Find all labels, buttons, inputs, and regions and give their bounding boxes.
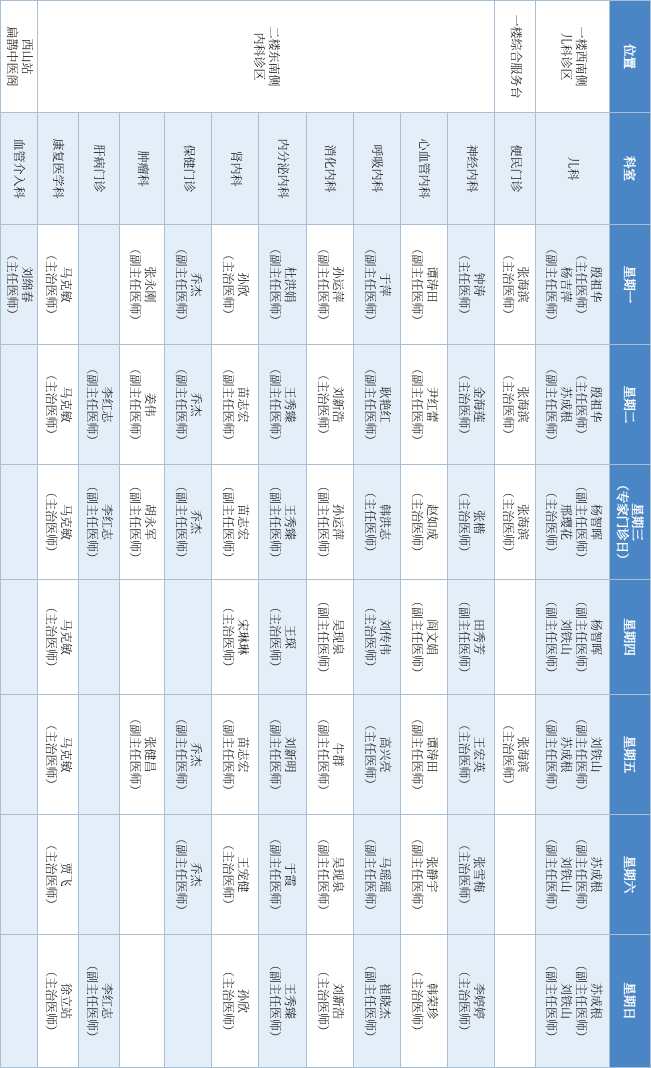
doctor-cell-monday: 殷祖华 （主任医师） 杨吉萍 （副主任医师） [536,225,610,345]
doctor-cell-friday: 牛群 （副主任医师） [306,695,353,815]
department-cell: 肝病门诊 [78,113,119,225]
header-saturday: 星期六 [610,815,651,935]
doctor-cell-saturday: 张雪梅 （主治医师） [448,815,495,935]
doctor-cell-sunday [165,935,212,1068]
table-row [165,1,212,1068]
doctor-cell-thursday [495,580,536,695]
doctor-cell-thursday: 杨智晖 （副主任医师） 刘铁山 （副主任医师） [536,580,610,695]
doctor-cell-wednesday: 杨智晖 （副主任医师） 邢璎花 （主治医师） [536,465,610,580]
doctor-cell-sunday: 徐立站 （主治医师） [37,935,78,1068]
department-cell: 儿科 [536,113,610,225]
table-row [448,1,495,1068]
department-cell: 内分泌内科 [259,113,306,225]
doctor-cell-thursday: 吴现泉 （副主任医师） [306,580,353,695]
doctor-cell-tuesday [1,345,38,465]
header-sunday: 星期日 [610,935,651,1068]
header-department: 科室 [610,113,651,225]
doctor-cell-thursday: 田秀芳 （副主任医师） [448,580,495,695]
doctor-cell-friday: 刘铁山 （副主任医师） 苏成根 （副主任医师） [536,695,610,815]
doctor-cell-thursday [165,580,212,695]
doctor-cell-sunday: 苏成根 （副主任医师） 刘铁山 （副主任医师） [536,935,610,1068]
doctor-cell-sunday: 王秀臻 （副主任医师） [259,935,306,1068]
schedule-body [1,1,610,1068]
doctor-cell-saturday: 贾飞 （主治医师） [37,815,78,935]
header-row [610,1,651,1068]
header-thursday: 星期四 [610,580,651,695]
doctor-cell-saturday: 吴现泉 （副主任医师） [306,815,353,935]
doctor-cell-thursday: 王琛 （主治医师） [259,580,306,695]
doctor-cell-sunday [495,935,536,1068]
table-row [495,1,536,1068]
doctor-cell-wednesday: 乔杰 （副主任医师） [165,465,212,580]
doctor-cell-thursday [78,580,119,695]
doctor-cell-monday: 乔杰 （副主任医师） [165,225,212,345]
department-cell: 消化内科 [306,113,353,225]
doctor-cell-monday: 孙运萍 （副主任医师） [306,225,353,345]
doctor-cell-friday [1,695,38,815]
doctor-cell-wednesday: 胡永军 （副主任医师） [119,465,164,580]
doctor-cell-monday: 张海滨 （主治医师） [495,225,536,345]
doctor-cell-monday: 杜洪娟 （副主任医师） [259,225,306,345]
doctor-cell-sunday: 李红志 （副主任医师） [78,935,119,1068]
doctor-cell-monday: 谭涛田 （副主任医师） [400,225,447,345]
header-wednesday: 星期三 （专家门诊日） [610,465,651,580]
location-cell: 二楼东南侧 内科诊区 [37,1,494,113]
doctor-cell-saturday: 马瑶瑶 （副主任医师） [353,815,400,935]
doctor-cell-saturday [495,815,536,935]
doctor-cell-thursday: 阎文娟 （副主任医师） [400,580,447,695]
doctor-cell-saturday [1,815,38,935]
header-monday: 星期一 [610,225,651,345]
doctor-cell-tuesday: 乔杰 （副主任医师） [165,345,212,465]
table-row [536,1,610,1068]
doctor-cell-wednesday [1,465,38,580]
doctor-cell-tuesday: 尹红蕾 （副主任医师） [400,345,447,465]
doctor-cell-saturday: 苏成根 （副主任医师） 刘铁山 （副主任医师） [536,815,610,935]
doctor-cell-tuesday: 姜伟 （副主任医师） [119,345,164,465]
department-cell: 呼吸内科 [353,113,400,225]
table-row [1,1,38,1068]
doctor-cell-sunday: 李婷婷 （主治医师） [448,935,495,1068]
doctor-cell-thursday: 刘传伟 （主治医师） [353,580,400,695]
doctor-cell-thursday [1,580,38,695]
location-cell: 一楼西南侧 儿科诊区 [536,1,610,113]
doctor-cell-sunday [1,935,38,1068]
doctor-cell-tuesday: 刘新浩 （主治医师） [306,345,353,465]
doctor-cell-friday: 苗志宏 （副主任医师） [212,695,259,815]
doctor-cell-wednesday: 赵如成 （主治医师） [400,465,447,580]
doctor-cell-saturday: 乔杰 （副主任医师） [165,815,212,935]
doctor-cell-sunday: 崔晓杰 （副主任医师） [353,935,400,1068]
table-row [212,1,259,1068]
doctor-cell-tuesday: 耿艳红 （副主任医师） [353,345,400,465]
doctor-cell-friday: 乔杰 （副主任医师） [165,695,212,815]
department-cell: 康复医学科 [37,113,78,225]
doctor-cell-thursday [119,580,164,695]
doctor-cell-wednesday: 孙运萍 （副主任医师） [306,465,353,580]
location-cell: 西山站 扁鹊中医阁 [1,1,38,113]
doctor-cell-monday [78,225,119,345]
doctor-cell-tuesday: 金海莲 （主治医师） [448,345,495,465]
doctor-cell-saturday [78,815,119,935]
doctor-cell-saturday: 王宠健 （主治医师） [212,815,259,935]
doctor-cell-monday: 张永刚 （副主任医师） [119,225,164,345]
doctor-cell-saturday: 于霞 （副主任医师） [259,815,306,935]
doctor-cell-wednesday: 张楷 （主治医师） [448,465,495,580]
doctor-cell-sunday: 刘新浩 （主治医师） [306,935,353,1068]
location-cell: 一楼综合服务台 [495,1,536,113]
table-row [306,1,353,1068]
doctor-cell-wednesday: 张海滨 （主治医师） [495,465,536,580]
doctor-cell-sunday [119,935,164,1068]
doctor-cell-monday: 刘绵春 （主任医师） [1,225,38,345]
doctor-cell-wednesday: 王秀臻 （副主任医师） [259,465,306,580]
department-cell: 便民门诊 [495,113,536,225]
doctor-cell-tuesday: 苗志宏 （副主任医师） [212,345,259,465]
doctor-cell-friday: 高兴亮 （主任医师） [353,695,400,815]
doctor-cell-thursday: 宋琳琳 （主治医师） [212,580,259,695]
doctor-cell-friday: 马克敏 （主治医师） [37,695,78,815]
header-tuesday: 星期二 [610,345,651,465]
table-row [259,1,306,1068]
doctor-cell-saturday: 张静宇 （副主任医师） [400,815,447,935]
department-cell: 神经内科 [448,113,495,225]
doctor-cell-wednesday: 李红志 （副主任医师） [78,465,119,580]
department-cell: 肾内科 [212,113,259,225]
doctor-cell-sunday: 韩荣珍 （主治医师） [400,935,447,1068]
doctor-cell-tuesday: 殷祖华 （主任医师） 苏成根 （副主任医师） [536,345,610,465]
doctor-cell-saturday [119,815,164,935]
department-cell: 保健门诊 [165,113,212,225]
department-cell: 血管介入科 [1,113,38,225]
doctor-cell-sunday: 孙欣 （主治医师） [212,935,259,1068]
doctor-cell-wednesday: 韩洪志 （主任医师） [353,465,400,580]
table-row [78,1,119,1068]
doctor-cell-wednesday: 苗志宏 （副主任医师） [212,465,259,580]
doctor-cell-friday [78,695,119,815]
doctor-cell-monday: 孙欣 （主治医师） [212,225,259,345]
doctor-cell-friday: 张健昌 （副主任医师） [119,695,164,815]
doctor-cell-friday: 刘新明 （副主任医师） [259,695,306,815]
table-row [400,1,447,1068]
doctor-cell-friday: 王宏英 （主治医师） [448,695,495,815]
table-row [353,1,400,1068]
department-cell: 肿瘤科 [119,113,164,225]
doctor-cell-tuesday: 王秀臻 （副主任医师） [259,345,306,465]
department-cell: 心血管内科 [400,113,447,225]
doctor-cell-thursday: 马克敏 （主治医师） [37,580,78,695]
table-row [37,1,78,1068]
header-friday: 星期五 [610,695,651,815]
doctor-cell-monday: 马克敏 （主治医师） [37,225,78,345]
header-location: 位置 [610,1,651,113]
doctor-cell-friday: 谭涛田 （副主任医师） [400,695,447,815]
doctor-cell-friday: 张海滨 （主治医师） [495,695,536,815]
doctor-cell-monday: 钟涛 （主任医师） [448,225,495,345]
doctor-cell-tuesday: 张海滨 （主治医师） [495,345,536,465]
table-row [119,1,164,1068]
doctor-cell-tuesday: 李红志 （副主任医师） [78,345,119,465]
doctor-cell-tuesday: 马克敏 （主治医师） [37,345,78,465]
doctor-cell-wednesday: 马克敏 （主治医师） [37,465,78,580]
doctor-cell-monday: 于萍 （副主任医师） [353,225,400,345]
